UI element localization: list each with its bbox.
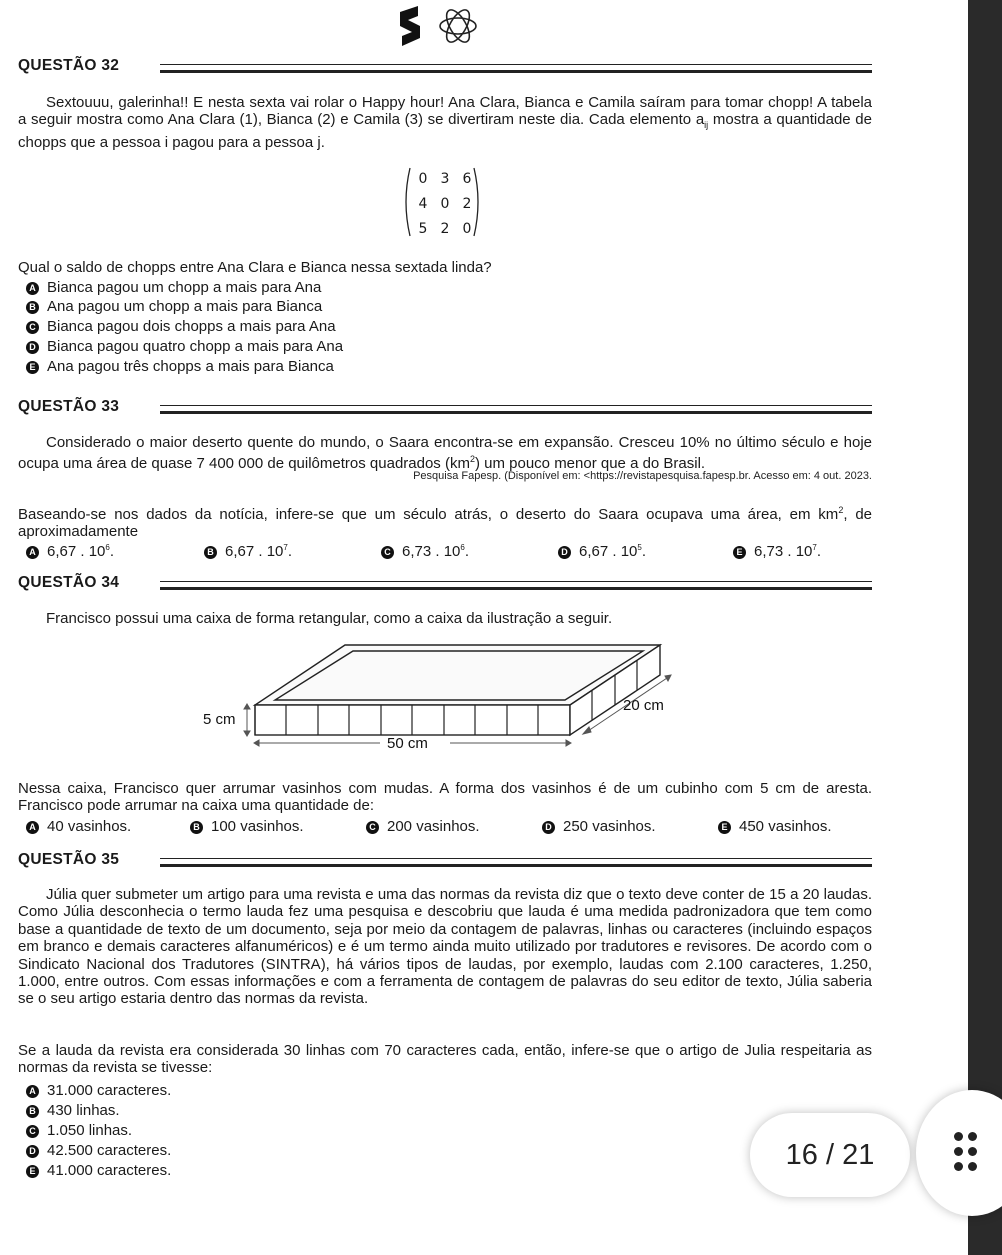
option-33-c[interactable]: C 6,73 . $10^6$. [381,539,469,560]
scrollbar-track[interactable] [968,0,1002,1255]
question-34-text: Nessa caixa, Francisco quer arrumar vasinhos com mudas. A forma dos vasinhos é de um cubinho com 5 cm de aresta. Francisco pode arrumar na caixa uma quantidade de: [18,780,872,814]
option-34-a[interactable]: A 40 vasinhos. [26,818,131,835]
option-35-a[interactable]: A 31.000 caracteres. [26,1082,171,1099]
question-32-text: Sextouuu, galerinha!! E nesta sexta vai rolar o Happy hour! Ana Clara, Bianca e Camila saíram para tomar chopp! A tabela a seguir mostra como Ana Clara (1), Bianca (2) e Camila (3) se divertiram neste dia. Cada elemento $a_{ij}$ mostra a quantidade de chopps que a pessoa i pagou para a pessoa j. [18,94,872,151]
option-32-d[interactable]: D Bianca pagou quatro chopp a mais para Ana [26,338,343,355]
option-33-e[interactable]: E 6,73 . $10^7$. [733,539,821,560]
option-35-b[interactable]: B 430 linhas. [26,1102,120,1119]
question-32-heading: QUESTÃO 32 [18,57,120,74]
option-32-e[interactable]: E Ana pagou três chopps a mais para Bianca [26,358,334,375]
question-35-prompt: Se a lauda da revista era considerada 30 linhas com 70 caracteres cada, então, infere-se que o artigo de Julia respeitaria as normas da revista se tivesse: [18,1042,872,1076]
option-33-d[interactable]: D 6,67 . $10^5$. [558,539,646,560]
option-35-d[interactable]: D 42.500 caracteres. [26,1142,171,1159]
option-35-c[interactable]: C 1.050 linhas. [26,1122,132,1139]
height-label: 5 cm [203,711,236,728]
option-33-b[interactable]: B 6,67 . $10^7$. [204,539,292,560]
option-32-a[interactable]: A Bianca pagou um chopp a mais para Ana [26,279,321,296]
question-33-text: Considerado o maior deserto quente do mundo, o Saara encontra-se em expansão. Cresceu 10% no último século e hoje ocupa uma área de quase 7 400 000 de quilômetros quadrados $(km^2)$ um pouco menor que a do Brasil. [18,434,872,472]
option-34-d[interactable]: D 250 vasinhos. [542,818,656,835]
option-34-e[interactable]: E 450 vasinhos. [718,818,832,835]
depth-label: 20 cm [623,697,664,714]
question-35-text: Júlia quer submeter um artigo para uma revista e uma das normas da revista diz que o texto deve conter de 15 a 20 laudas. Como Júlia desconhecia o termo lauda fez uma pesquisa e descobriu que lauda é uma medida padronizadora que tem como base a quantidade de texto de um documento, seja por meio da contagem de palavras, linhas ou caracteres (incluindo espaços em branco e demais caracteres alfanuméricos) e é um termo ainda muito utilizado por tradutores e revisores. De acordo com o Sindicato Nacional dos Tradutores (SINTRA), há vários tipos de laudas, por exemplo, laudas com 2.100 caracteres, 1.250, 1.000, entre outros. Com essas informações e com a ferramenta de contagem de palavras do seu editor de texto, Júlia saberia se o seu artigo estaria dentro das normas da revista. [18,886,872,1008]
heading-rule [160,64,872,73]
question-34-heading: QUESTÃO 34 [18,574,120,591]
chopp-matrix: 0 3 6 4 0 2 5 2 0 [402,166,482,238]
page-indicator[interactable]: 16 / 21 [750,1113,910,1197]
option-34-b[interactable]: B 100 vasinhos. [190,818,304,835]
option-34-c[interactable]: C 200 vasinhos. [366,818,480,835]
question-33-heading: QUESTÃO 33 [18,398,120,415]
question-33-prompt: Baseando-se nos dados da notícia, infere-se que um século atrás, o deserto do Saara ocupava uma área, em $km^2$, de aproximadamente [18,505,872,540]
question-35-heading: QUESTÃO 35 [18,851,120,868]
box-illustration [195,638,685,768]
option-32-c[interactable]: C Bianca pagou dois chopps a mais para Ana [26,318,336,335]
length-label: 50 cm [387,735,428,752]
question-34-intro: Francisco possui uma caixa de forma retangular, como a caixa da ilustração a seguir. [46,610,613,627]
heading-rule [160,405,872,414]
option-35-e[interactable]: E 41.000 caracteres. [26,1162,171,1179]
heading-rule [160,581,872,590]
option-32-b[interactable]: B Ana pagou um chopp a mais para Bianca [26,298,322,315]
source-citation: Pesquisa Fapesp. (Disponível em: <https://revistapesquisa.fapesp.br. Acesso em: 4 out. 2023. [413,470,872,482]
option-33-a[interactable]: A 6,67 . $10^6$. [26,539,114,560]
question-32-prompt: Qual o saldo de chopps entre Ana Clara e Bianca nessa sextada linda? [18,259,492,276]
heading-rule [160,858,872,867]
brand-logo [396,2,506,50]
